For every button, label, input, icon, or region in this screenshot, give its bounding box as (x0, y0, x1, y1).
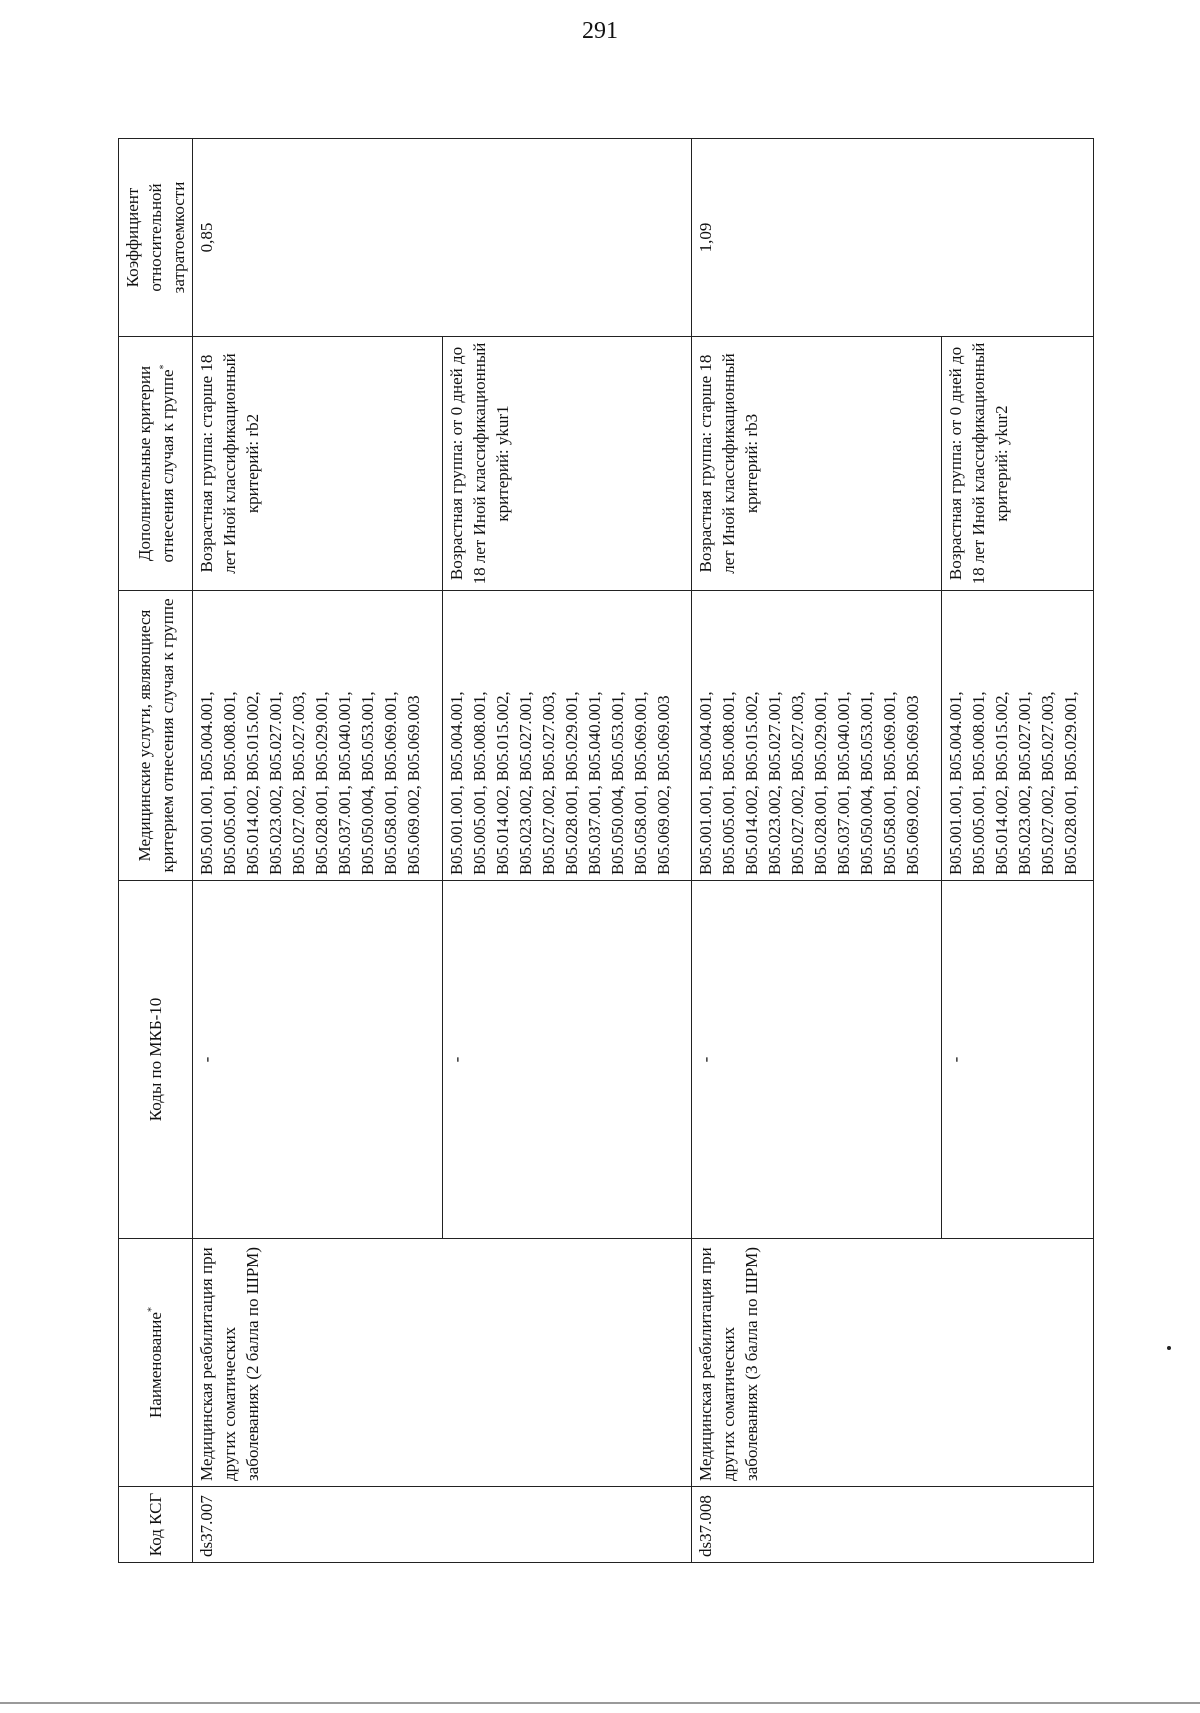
service-codes-line: B05.005.001, B05.008.001, (969, 691, 989, 875)
service-codes-line: B05.037.001, B05.040.001, (335, 691, 354, 875)
medical-services (193, 591, 443, 881)
service-codes-line: B05.014.002, B05.015.002, (243, 691, 262, 875)
services-lines (195, 596, 425, 875)
medical-services (942, 591, 1094, 881)
additional-criteria: Возрастная группа: старше 18 лет Иной классификационный критерий: rb2 (193, 337, 443, 591)
rotated-table-container (118, 139, 1094, 1563)
service-codes-line: B05.001.001, B05.004.001, (446, 691, 466, 875)
service-codes-line: B05.023.002, B05.027.001, (266, 691, 285, 875)
header-name (119, 1239, 193, 1487)
header-icd: Коды по МКБ-10 (119, 881, 193, 1239)
service-codes-line: B05.037.001, B05.040.001, (834, 691, 854, 875)
service-codes-line: B05.023.002, B05.027.001, (1015, 691, 1035, 875)
ksg-code: ds37.007 (193, 1487, 692, 1563)
ksg-table (118, 138, 1094, 1563)
ksg-code: ds37.008 (692, 1487, 1094, 1563)
page-number: 291 (582, 18, 618, 44)
service-codes-line: B05.058.001, B05.069.001, (381, 691, 400, 875)
header-services: Медицинские услуги, являющиеся критерием отнесения случая к группе (119, 591, 193, 881)
header-criteria-text: Дополнительные критерии отнесения случая к группе (134, 365, 177, 563)
header-code: Код КСГ (119, 1487, 193, 1563)
header-row (119, 139, 193, 1563)
header-criteria (119, 337, 193, 591)
icd-codes: - (692, 881, 942, 1239)
footnote-mark: * (146, 1307, 158, 1313)
service-codes-line: B05.027.002, B05.027.003, (1038, 691, 1058, 875)
service-codes-line: B05.005.001, B05.008.001, (220, 691, 239, 875)
ksg-name: Медицинская реабилитация при других соматических заболеваниях (3 балла по ШРМ) (692, 1239, 1094, 1487)
services-lines (944, 596, 1082, 875)
service-codes-line: B05.037.001, B05.040.001, (584, 691, 604, 875)
service-codes-line: B05.023.002, B05.027.001, (515, 691, 535, 875)
service-codes-line: B05.001.001, B05.004.001, (197, 691, 216, 875)
table-row (692, 139, 942, 1563)
service-codes-line: B05.058.001, B05.069.001, (630, 691, 650, 875)
service-codes-line: B05.005.001, B05.008.001, (719, 691, 739, 875)
footnote-mark: * (157, 364, 169, 370)
service-codes-line: B05.014.002, B05.015.002, (992, 691, 1012, 875)
service-codes-line: B05.069.002, B05.069.003 (404, 695, 423, 875)
additional-criteria: Возрастная группа: от 0 дней до 18 лет Иной классификационный критерий: ykur2 (942, 337, 1094, 591)
additional-criteria: Возрастная группа: от 0 дней до 18 лет Иной классификационный критерий: ykur1 (442, 337, 692, 591)
service-codes-line: B05.001.001, B05.004.001, (696, 691, 716, 875)
service-codes-line: B05.069.002, B05.069.003 (903, 695, 923, 875)
coefficient: 1,09 (692, 139, 1094, 337)
service-codes-line: B05.028.001, B05.029.001, (312, 691, 331, 875)
service-codes-line: B05.058.001, B05.069.001, (880, 691, 900, 875)
scan-speck (1167, 1346, 1171, 1350)
service-codes-line: B05.005.001, B05.008.001, (469, 691, 489, 875)
service-codes-line: B05.027.002, B05.027.003, (538, 691, 558, 875)
service-codes-line: B05.050.004, B05.053.001, (607, 691, 627, 875)
services-lines (445, 596, 675, 875)
icd-codes: - (442, 881, 692, 1239)
service-codes-line: B05.027.002, B05.027.003, (788, 691, 808, 875)
header-coefficient: Коэффициент относительной затратоемкости (119, 139, 193, 337)
service-codes-line: B05.014.002, B05.015.002, (742, 691, 762, 875)
service-codes-line: B05.050.004, B05.053.001, (857, 691, 877, 875)
icd-codes: - (193, 881, 443, 1239)
medical-services (692, 591, 942, 881)
service-codes-line: B05.069.002, B05.069.003 (653, 695, 673, 875)
page-bottom-edge (0, 1702, 1200, 1704)
additional-criteria: Возрастная группа: старше 18 лет Иной классификационный критерий: rb3 (692, 337, 942, 591)
service-codes-line: B05.050.004, B05.053.001, (358, 691, 377, 875)
service-codes-line: B05.027.002, B05.027.003, (289, 691, 308, 875)
medical-services (442, 591, 692, 881)
ksg-name: Медицинская реабилитация при других соматических заболеваниях (2 балла по ШРМ) (193, 1239, 692, 1487)
service-codes-line: B05.028.001, B05.029.001, (561, 691, 581, 875)
header-name-text: Наименование (146, 1312, 165, 1418)
service-codes-line: B05.001.001, B05.004.001, (946, 691, 966, 875)
service-codes-line: B05.023.002, B05.027.001, (765, 691, 785, 875)
services-lines (694, 596, 924, 875)
service-codes-line: B05.028.001, B05.029.001, (811, 691, 831, 875)
service-codes-line: B05.014.002, B05.015.002, (492, 691, 512, 875)
coefficient: 0,85 (193, 139, 692, 337)
service-codes-line: B05.028.001, B05.029.001, (1061, 691, 1081, 875)
icd-codes: - (942, 881, 1094, 1239)
table-row (193, 139, 443, 1563)
